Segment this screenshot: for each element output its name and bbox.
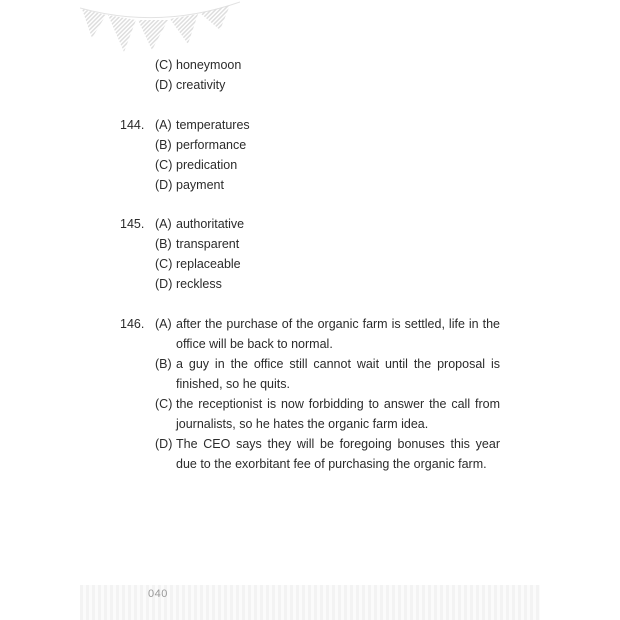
option-text: a guy in the office still cannot wait until the proposal is finished, so he quits.	[176, 356, 500, 391]
question-number	[120, 55, 155, 95]
option-text: after the purchase of the organic farm is settled, life in the office will be back to normal.	[176, 316, 500, 351]
option-text: performance	[176, 137, 247, 152]
option-text: predication	[176, 157, 238, 172]
option-text: honeymoon	[176, 58, 242, 72]
answer-option	[155, 434, 500, 474]
option-text: reckless	[176, 277, 222, 291]
option-letter: (B)	[155, 356, 172, 371]
answer-option	[155, 135, 500, 155]
option-letter: (A)	[155, 117, 172, 132]
option-text: authoritative	[176, 217, 245, 231]
question-block	[120, 115, 500, 195]
option-letter: (C)	[155, 396, 173, 411]
answer-option	[155, 155, 500, 175]
answer-option	[155, 75, 500, 95]
option-letter: (D)	[155, 277, 173, 291]
option-text: transparent	[176, 237, 240, 251]
answer-option	[155, 254, 500, 274]
answer-option	[155, 234, 500, 254]
answer-option	[155, 354, 500, 394]
answer-option	[155, 115, 500, 135]
answer-option	[155, 394, 500, 434]
option-letter: (A)	[155, 316, 172, 331]
option-text: payment	[176, 177, 224, 192]
option-letter: (C)	[155, 58, 173, 72]
answer-option	[155, 274, 500, 294]
bunting-decoration	[80, 0, 240, 60]
option-letter: (C)	[155, 157, 173, 172]
option-letter: (B)	[155, 237, 172, 251]
question-number: 144.	[120, 117, 145, 132]
option-letter: (D)	[155, 78, 173, 92]
option-letter: (D)	[155, 177, 173, 192]
question-block	[120, 55, 500, 95]
option-letter: (D)	[155, 436, 173, 451]
option-text: creativity	[176, 78, 226, 92]
question-number: 145.	[120, 217, 145, 231]
question-number: 146.	[120, 316, 145, 331]
question-block	[120, 214, 500, 294]
answer-option	[155, 55, 500, 75]
question-list	[120, 55, 500, 493]
question-block	[120, 314, 500, 474]
option-text: the receptionist is now forbidding to answer the call from journalists, so he hates the organic farm idea.	[176, 396, 500, 431]
option-text: temperatures	[176, 117, 250, 132]
page-number: 040	[148, 588, 168, 600]
answer-option	[155, 214, 500, 234]
option-letter: (A)	[155, 217, 172, 231]
answer-option	[155, 314, 500, 354]
option-text: replaceable	[176, 257, 241, 271]
answer-option	[155, 175, 500, 195]
option-text: The CEO says they will be foregoing bonuses this year due to the exorbitant fee of purchasing the organic farm.	[176, 436, 500, 471]
option-letter: (B)	[155, 137, 172, 152]
option-letter: (C)	[155, 257, 173, 271]
